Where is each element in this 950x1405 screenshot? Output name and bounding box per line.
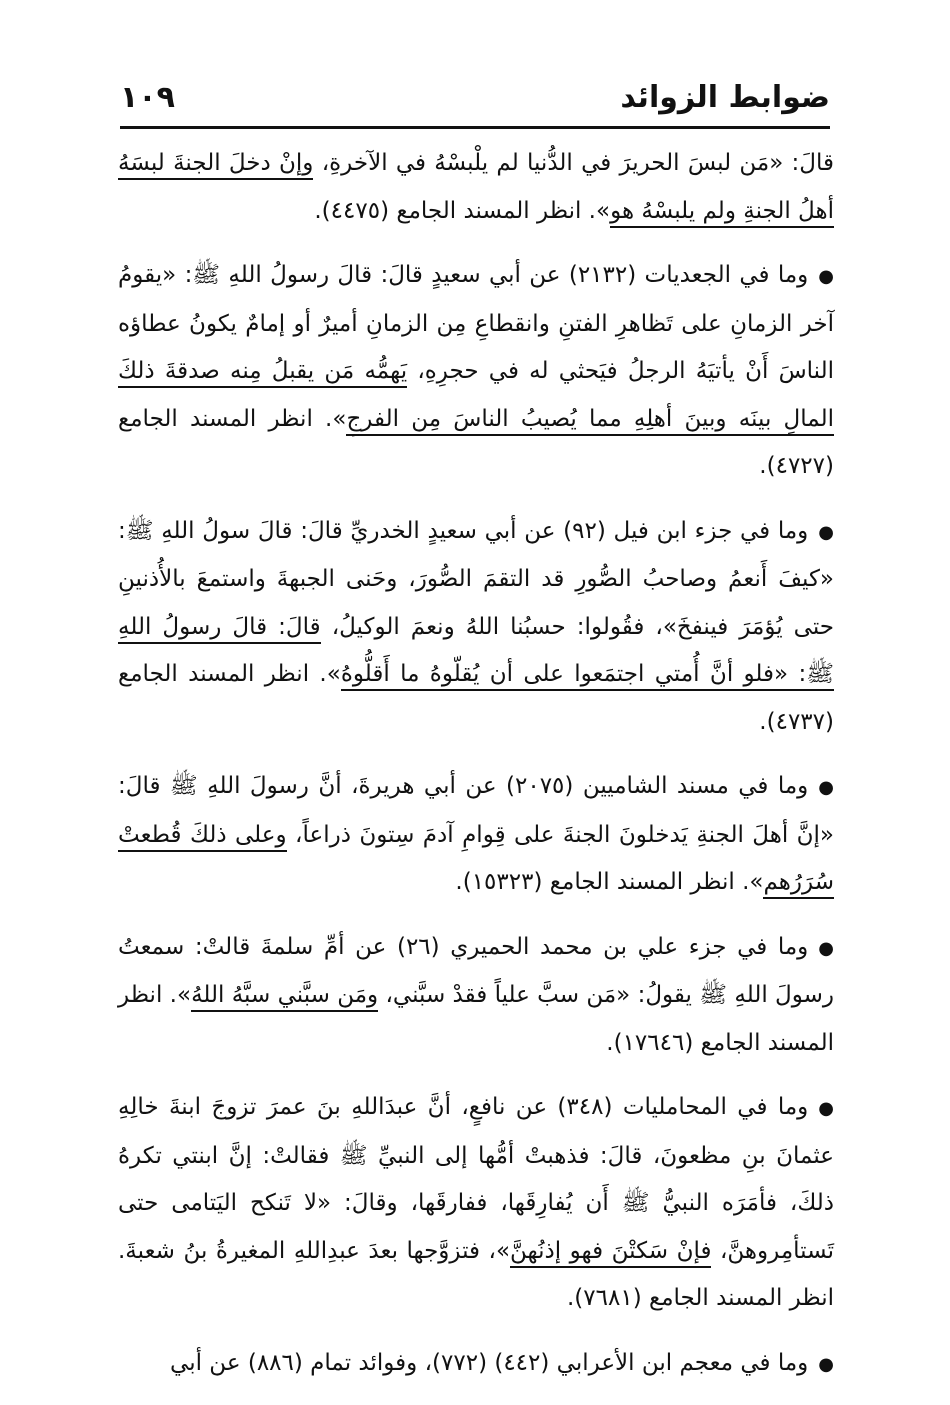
bullet-icon: ● [818,937,834,959]
bullet-icon: ● [818,777,834,798]
bullet-icon: ● [818,521,834,543]
body-text [118,140,834,1405]
underlined-text: يَهمُّه مَن يقبلُ مِنه صدقةَ ذلكَ المالِ بينَه وبينَ أهلِهِ مما يُصيبُ الناسَ مِن الفرجِ [118,358,834,436]
paragraph-text: وما في جزء ابن فيل (٩٢) عن أبي سعيدٍ الخدريِّ قالَ: قالَ سولُ اللهِ ﷺ: «كيفَ أَنعمُ وصاحبُ الصُّورِ قد التقمَ الصُّورَ، وحَنى الجبهةَ واستمعَ بالأُذنينِ حتى يُؤمَرَ فينفخَ»، فقُولوا: حسبُنا اللهُ ونعمَ الوكيلُ، [118,517,834,640]
underlined-text: فإنْ سَكتْنَ فهو إذنُهنَّ [510,1238,711,1268]
paragraph-text: »، فتزوَّجها بعدَ عبدِاللهِ المغيرةُ بنُ شعبةَ. انظر المسند الجامع (٧٦٨١). [118,1237,834,1311]
paragraph-text: وما في المحامليات (٣٤٨) عن نافعٍ، أنَّ عبدَاللهِ بنَ عمرَ تزوجَ ابنةَ خالِهِ عثمانَ بنِ مظعونَ، قالَ: فذهبتْ أمُّها إلى النبيِّ ﷺ فقالتْ: إنَّ ابنتي تكرهُ ذلكَ، فأمَرَه النبيُّ ﷺ أَن يُفارِقَها، ففارقَها، وقالَ: «لا تَنكح اليَتامى حتى تَستأمِروهنَّ، [118,1094,835,1264]
paragraph [118,763,834,907]
paragraph-text: ». انظر المسند الجامع (١٧٦٤٦). [118,982,834,1056]
paragraph-text: ». انظر المسند الجامع (١٥٣٢٣). [455,869,764,895]
running-header [120,78,830,118]
header-title: ضوابط الزوائد [620,80,830,115]
header-rule [120,126,830,129]
paragraph [118,252,834,491]
paragraph-text: وما في مسند الشاميين (٢٠٧٥) عن أبي هريرةَ، أنَّ رسولَ اللهِ ﷺ قالَ: «إنَّ أهلَ الجنةِ يَدخلونَ الجنةَ على قِوامِ آدمَ سِتونَ ذراعاً، [118,773,834,848]
paragraph [118,508,834,747]
paragraph-text: قالَ: «مَن لبسَ الحريرَ في الدُّنيا لم يلْبسْهُ في الآخرةِ، [313,150,835,176]
paragraph [118,924,834,1068]
paragraph-text: ». انظر المسند الجامع (٤٧٢٧). [118,405,834,479]
page-number: ١٠٩ [120,80,175,115]
paragraph [118,1084,834,1323]
paragraph-text: وما في جزء علي بن محمد الحميري (٢٦) عن أمِّ سلمةَ قالتْ: سمعتُ رسولَ اللهِ ﷺ يقولُ: «مَن سبَّ علياً فقدْ سبَّني، [118,933,835,1008]
paragraph-text: وما في الجعديات (٢١٣٢) عن أبي سعيدٍ قالَ: قالَ رسولُ اللهِ ﷺ: «يقومُ آخر الزمانِ على تَظاهرِ الفتنِ وانقطاعِ مِن الزمانِ أميرٌ أو إمامٌ يكونُ عطاؤه الناسَ أَنْ يأتيَهُ الرجلُ فيَحثي له في حجرِهِ، [118,262,835,384]
paragraph-text: ». انظر المسند الجامع (٤٧٣٧). [118,661,834,735]
bullet-icon: ● [818,266,834,287]
underlined-text: قالَ: قالَ رسولُ اللهِ ﷺ: «فلو أنَّ أُمتي اجتمَعوا على أن يُقلّوهُ ما أَقلُّوهُ [118,614,834,692]
paragraph [118,1340,834,1389]
paragraph-text: وما في معجم ابن الأعرابي (٤٤٢) (٧٧٢)، وفوائد تمام (٨٨٦) عن أبي [170,1349,809,1376]
underlined-text: وعلى ذلكَ قُطعتْ سُرَرُهم [118,822,834,900]
bullet-icon: ● [818,1353,834,1375]
paragraph-text: ». انظر المسند الجامع (٤٤٧٥). [314,197,611,224]
underlined-text: وإنْ دخلَ الجنةَ لبسَهُ أهلُ الجنةِ ولم يلبسْهُ هو [118,150,834,228]
underlined-text: ومَن سبَّني سبَّهُ اللهُ [191,982,378,1012]
paragraph [118,140,834,235]
bullet-icon: ● [818,1098,834,1119]
